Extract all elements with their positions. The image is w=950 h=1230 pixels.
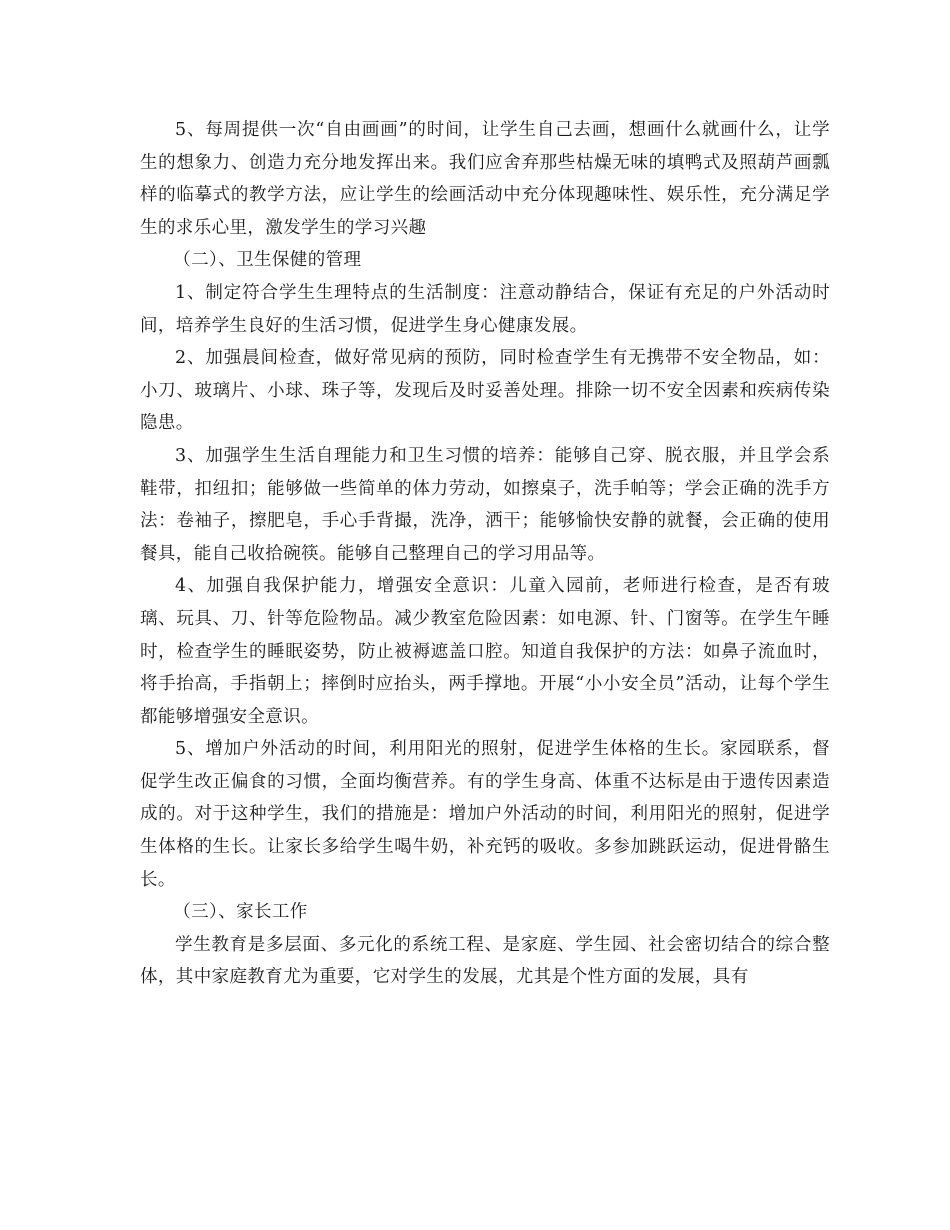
section-heading-parents: （三）、家长工作 [173, 902, 308, 923]
document-page [140, 114, 830, 994]
section-heading-hygiene: （二）、卫生保健的管理 [173, 250, 362, 271]
paragraph-self-care: 3、加强学生生活自理能力和卫生习惯的培养：能够自己穿、脱衣服，并且学会系鞋带，扣纽扣；能够做一些简单的体力劳动，如擦桌子，洗手帕等；学会正确的洗手方法：卷袖子，擦肥皂，手心手背撮，洗净，洒干；能够愉快安静的就餐，会正确的使用餐具，能自己收拾碗筷。能够自己整理自己的学习用品等。 [140, 445, 830, 564]
paragraph-morning-check: 2、加强晨间检查，做好常见病的预防，同时检查学生有无携带不安全物品，如：小刀、玻璃片、小球、珠子等，发现后及时妥善处理。排除一切不安全因素和疾病传染隐患。 [140, 348, 830, 434]
paragraph-outdoor-growth: 5、增加户外活动的时间，利用阳光的照射，促进学生体格的生长。家园联系，督促学生改正偏食的习惯，全面均衡营养。有的学生身高、体重不达标是由于遗传因素造成的。对于这种学生，我们的措施是：增加户外活动的时间，利用阳光的照射，促进学生体格的生长。让家长多给学生喝牛奶，补充钙的吸收。多参加跳跃运动，促进骨骼生长。 [140, 739, 830, 890]
paragraph-daily-routine: 1、制定符合学生生理特点的生活制度：注意动静结合，保证有充足的户外活动时间，培养学生良好的生活习惯，促进学生身心健康发展。 [140, 282, 830, 336]
paragraph-family-education: 学生教育是多层面、多元化的系统工程、是家庭、学生园、社会密切结合的综合整体，其中家庭教育尤为重要，它对学生的发展，尤其是个性方面的发展，具有 [140, 934, 830, 988]
paragraph-free-drawing: 5、每周提供一次“自由画画”的时间，让学生自己去画，想画什么就画什么，让学生的想象力、创造力充分地发挥出来。我们应舍弃那些枯燥无味的填鸭式及照葫芦画瓢样的临摹式的教学方法，应让学生的绘画活动中充分体现趣味性、娱乐性，充分满足学生的求乐心里，激发学生的学习兴趣 [140, 120, 830, 238]
paragraph-safety: 4、加强自我保护能力，增强安全意识：儿童入园前，老师进行检查，是否有玻璃、玩具、刀、针等危险物品。减少教室危险因素：如电源、针、门窗等。在学生午睡时，检查学生的睡眠姿势，防止被褥遮盖口腔。知道自我保护的方法：如鼻子流血时，将手抬高，手指朝上；摔倒时应抬头，两手撑地。开展“小小安全员”活动，让每个学生都能够增强安全意识。 [140, 576, 830, 727]
